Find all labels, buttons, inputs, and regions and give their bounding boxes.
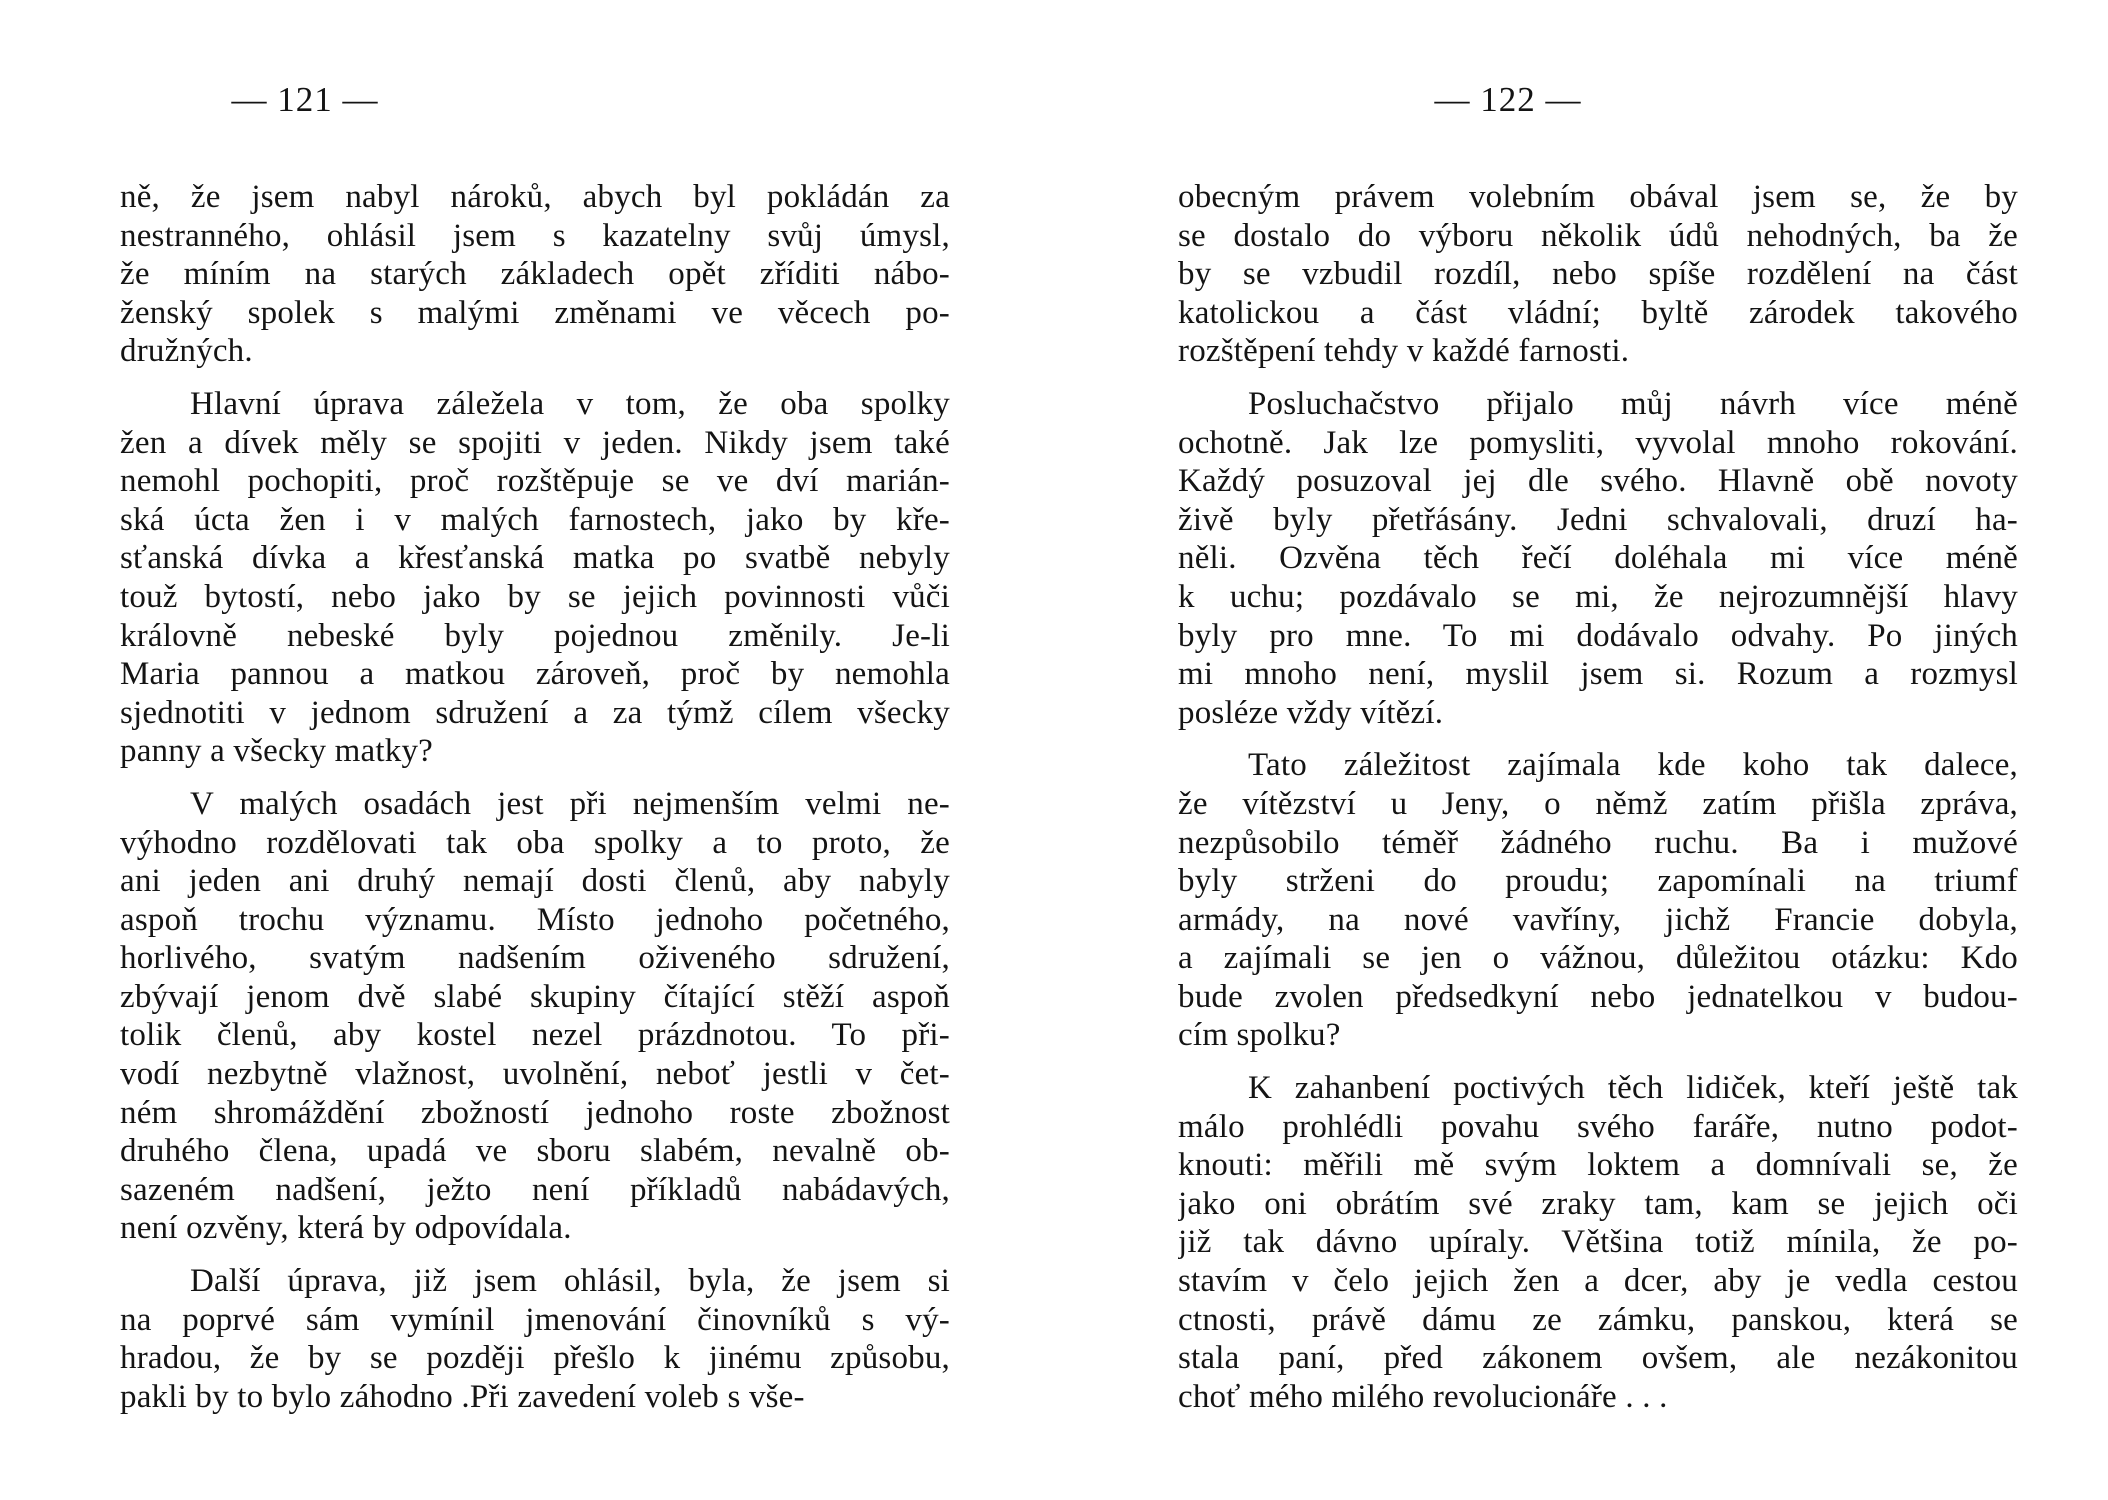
text-line: nestranného, ohlásil jsem s kazatelny svůj úmysl, — [120, 217, 950, 254]
text-line: panny a všecky matky? — [120, 733, 434, 770]
text-line: ženský spolek s malými změnami ve věcech po- — [120, 294, 950, 331]
text-line: na poprvé sám vymínil jmenování činovníků s vý- — [120, 1301, 950, 1338]
paragraph — [120, 785, 950, 1248]
left-page — [120, 0, 950, 1500]
text-line: družných. — [120, 333, 253, 370]
text-line: cím spolku? — [1178, 1017, 1341, 1054]
text-line: bude zvolen předsedkyní nebo jednatelkou v budou- — [1178, 978, 2018, 1015]
text-line: tolik členů, aby kostel nezel prázdnotou. To při- — [120, 1017, 950, 1054]
text-line: živě byly přetřásány. Jedni schvalovali, druzí ha- — [1178, 501, 2018, 538]
text-line: V malých osadách jest při nejmenším velmi ne- — [190, 785, 950, 822]
text-line: knouti: měřili mě svým loktem a domnívali se, že — [1178, 1147, 2018, 1184]
text-line: choť mého milého revolucionáře . . . — [1178, 1378, 1668, 1415]
right-page-text — [1178, 178, 2018, 1430]
text-line: katolickou a část vládní; byltě zárodek takového — [1178, 294, 2018, 331]
text-line: by se vzbudil rozdíl, nebo spíše rozdělení na část — [1178, 256, 2018, 293]
text-line: jako oni obrátím své zraky tam, kam se jejich oči — [1178, 1185, 2018, 1222]
text-line: královně nebeské byly pojednou změnily. Je-li — [120, 617, 950, 654]
text-line: že vítězství u Jeny, o němž zatím přišla zpráva, — [1178, 785, 2018, 822]
text-line: Další úprava, již jsem ohlásil, byla, že jsem si — [190, 1263, 950, 1300]
text-line: ani jeden ani druhý nemají dosti členů, aby nabyly — [120, 863, 950, 900]
text-line: sazeném nadšení, ježto není příkladů nabádavých, — [120, 1171, 950, 1208]
text-line: byly pro mne. To mi dodávalo odvahy. Po jiných — [1178, 617, 2018, 654]
text-line: aspoň trochu významu. Místo jednoho početného, — [120, 901, 950, 938]
text-line: sťanská dívka a křesťanská matka po svatbě nebyly — [120, 540, 950, 577]
text-line: Tato záležitost zajímala kde koho tak dalece, — [1248, 747, 2018, 784]
text-line: že míním na starých základech opět zříditi nábo- — [120, 256, 950, 293]
text-line: Hlavní úprava záležela v tom, že oba spolky — [190, 385, 950, 422]
page-number-left: — 121 — — [231, 80, 379, 119]
paragraph — [1178, 178, 2018, 371]
text-line: Maria pannou a matkou zároveň, proč by nemohla — [120, 656, 950, 693]
text-line: nezpůsobilo téměř žádného ruchu. Ba i mužové — [1178, 824, 2018, 861]
text-line: zbývají jenom dvě slabé skupiny čítající stěží aspoň — [120, 978, 950, 1015]
paragraph — [120, 178, 950, 371]
text-line: nemohl pochopiti, proč rozštěpuje se ve dví marián- — [120, 463, 950, 500]
text-line: pakli by to bylo záhodno .Při zavedení voleb s vše- — [120, 1378, 805, 1415]
text-line: stala paní, před zákonem ovšem, ale nezákonitou — [1178, 1340, 2018, 1377]
text-line: k uchu; pozdávalo se mi, že nejrozumnější hlavy — [1178, 578, 2018, 615]
paragraph — [120, 1262, 950, 1416]
text-line: a zajímali se jen o vážnou, důležitou otázku: Kdo — [1178, 940, 2018, 977]
text-line: hradou, že by se později přešlo k jinému způsobu, — [120, 1340, 950, 1377]
text-line: obecným právem volebním obával jsem se, že by — [1178, 179, 2018, 215]
text-line: sjednotiti v jednom sdružení a za týmž cílem všecky — [120, 694, 950, 731]
text-line: výhodno rozdělovati tak oba spolky a to proto, že — [120, 824, 950, 861]
text-line: stavím v čelo jejich žen a dcer, aby je vedla cestou — [1178, 1263, 2018, 1300]
paragraph — [1178, 385, 2018, 732]
page-number-right: — 122 — — [1434, 80, 1582, 119]
text-line: ská úcta žen i v malých farnostech, jako by kře- — [120, 501, 950, 538]
left-page-text — [120, 178, 950, 1430]
paragraph — [1178, 746, 2018, 1055]
text-line: ně, že jsem nabyl nároků, abych byl pokládán za — [120, 179, 950, 215]
text-line: se dostalo do výboru několik údů nehodných, ba že — [1178, 217, 2018, 254]
paragraph — [120, 385, 950, 771]
text-line: druhého člena, upadá ve sboru slabém, nevalně ob- — [120, 1133, 950, 1170]
text-line: posléze vždy vítězí. — [1178, 694, 1444, 731]
text-line: ochotně. Jak lze pomysliti, vyvolal mnoho rokování. — [1178, 424, 2018, 461]
text-line: něli. Ozvěna těch řečí doléhala mi více méně — [1178, 540, 2018, 577]
text-line: byly strženi do proudu; zapomínali na triumf — [1178, 863, 2018, 900]
text-line: již tak dávno upíraly. Většina totiž mínila, že po- — [1178, 1224, 2018, 1261]
text-line: málo prohlédli povahu svého faráře, nutno podot- — [1178, 1108, 2018, 1145]
text-line: Posluchačstvo přijalo můj návrh více méně — [1248, 385, 2018, 422]
text-line: ctnosti, právě dámu ze zámku, panskou, která se — [1178, 1301, 2018, 1338]
text-line: K zahanbení poctivých těch lidiček, kteří ještě tak — [1248, 1070, 2018, 1107]
paragraph — [1178, 1069, 2018, 1416]
text-line: armády, na nové vavříny, jichž Francie dobyla, — [1178, 901, 2018, 938]
text-line: mi mnoho není, myslil jsem si. Rozum a rozmysl — [1178, 656, 2018, 693]
text-line: vodí nezbytně vlažnost, uvolnění, neboť jestli v čet- — [120, 1056, 950, 1093]
text-line: horlivého, svatým nadšením oživeného sdružení, — [120, 940, 950, 977]
right-page — [1178, 0, 2018, 1500]
text-line: ném shromáždění zbožností jednoho roste zbožnost — [120, 1094, 950, 1131]
text-line: Každý posuzoval jej dle svého. Hlavně obě novoty — [1178, 463, 2018, 500]
text-line: žen a dívek měly se spojiti v jeden. Nikdy jsem také — [120, 424, 950, 461]
text-line: rozštěpení tehdy v každé farnosti. — [1178, 333, 1630, 370]
text-line: není ozvěny, která by odpovídala. — [120, 1210, 572, 1247]
text-line: touž bytostí, nebo jako by se jejich povinnosti vůči — [120, 578, 950, 615]
